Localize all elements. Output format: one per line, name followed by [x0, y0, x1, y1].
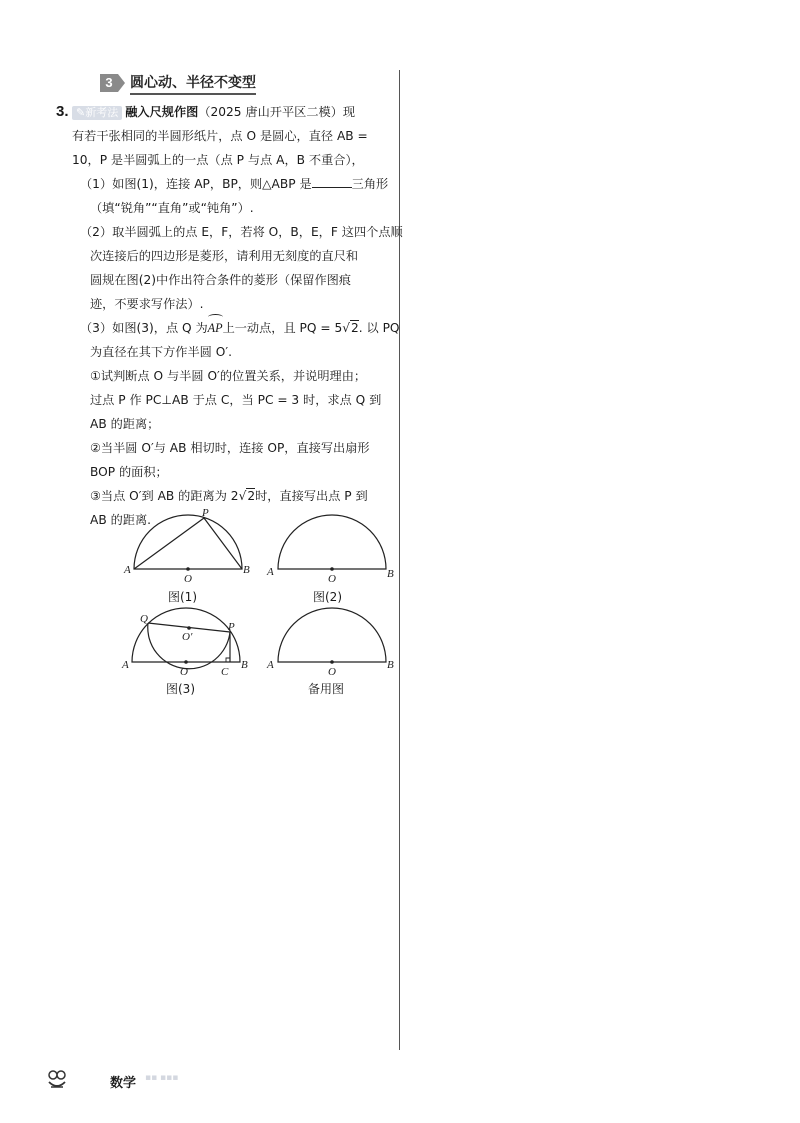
question-3-text-mid: 上一动点，且 PQ = 5	[222, 321, 343, 335]
tag-label: 新考法	[85, 106, 119, 119]
label-p: P	[228, 621, 235, 633]
label-o: O	[328, 666, 336, 678]
problem-line: BOP 的面积；	[90, 465, 168, 479]
figure-backup	[264, 606, 404, 678]
problem-line: 10，P 是半圆弧上的一点（点 P 与点 A，B 不重合），	[72, 153, 364, 167]
question-1-text: （1）如图(1)，连接 AP，BP，则△ABP 是	[80, 177, 312, 191]
sqrt-symbol: √	[238, 489, 247, 503]
figure-backup-caption: 备用图	[308, 682, 345, 696]
answer-blank	[312, 175, 352, 188]
sqrt-symbol: √	[342, 321, 350, 335]
chords-ap-bp	[134, 518, 242, 569]
footer-faint-text: ▪▪ ▪▪▪	[145, 1073, 179, 1083]
label-o: O	[180, 666, 188, 678]
question-2: （2）取半圆弧上的点 E，F，若将 O，B，E，F 这四个点顺	[80, 225, 403, 239]
problem-line: 有若干张相同的半圆形纸片，点 O 是圆心，直径 AB =	[72, 129, 368, 143]
footer-subject: 数学	[110, 1076, 137, 1091]
section-number-badge: 3	[100, 74, 118, 92]
figure-3	[118, 606, 252, 684]
sub-question-1: ①试判断点 O 与半圆 O′的位置关系，并说明理由；	[90, 369, 367, 383]
figure-1	[122, 505, 252, 585]
center-point	[330, 660, 334, 664]
sqrt-radicand: 2	[247, 489, 256, 503]
sub-question-3-text-end: 时，直接写出点 P 到	[255, 489, 368, 503]
section-header	[100, 73, 256, 93]
figure-1-caption: 图(1)	[168, 590, 197, 604]
figure-2-caption: 图(2)	[313, 590, 342, 604]
section-arrow-icon	[118, 74, 125, 92]
semicircle	[278, 515, 386, 569]
center-point	[184, 660, 188, 664]
semicircle	[278, 608, 386, 662]
label-b: B	[243, 564, 250, 576]
label-a: A	[267, 659, 274, 671]
center-o-prime	[187, 626, 191, 630]
center-point	[330, 567, 334, 571]
label-a: A	[267, 566, 274, 578]
label-a: A	[124, 564, 131, 576]
label-p: P	[202, 507, 209, 519]
question-3	[72, 316, 400, 340]
label-o: O	[184, 573, 192, 585]
figure-2	[264, 505, 404, 585]
sqrt-radicand: 2	[351, 321, 359, 335]
problem-source: （2025 唐山开平区二模）现	[198, 105, 356, 119]
problem-line: 次连接后的四边形是菱形，请利用无刻度的直尺和	[90, 249, 359, 263]
mascot-icon	[45, 1068, 69, 1090]
label-o-prime: O′	[182, 631, 193, 643]
question-3-text-end: . 以 PQ	[358, 321, 400, 335]
label-b: B	[241, 659, 248, 671]
problem-line: 迹，不要求写作法）.	[90, 297, 204, 311]
problem-title: 融入尺规作图	[125, 105, 199, 119]
problem-text	[72, 100, 403, 532]
question-1-text-end: 三角形	[351, 177, 389, 191]
pencil-icon: ✎	[76, 106, 86, 119]
label-b: B	[387, 659, 394, 671]
label-o: O	[328, 573, 336, 585]
problem-line	[72, 100, 397, 124]
label-c: C	[221, 666, 229, 678]
problem-number: 3.	[56, 103, 69, 120]
problem-line: 为直径在其下方作半圆 O′.	[90, 345, 232, 359]
new-method-tag	[72, 106, 122, 120]
label-a: A	[122, 659, 129, 671]
question-1	[72, 172, 397, 196]
label-q: Q	[140, 613, 148, 625]
problem-line: AB 的距离.	[90, 513, 152, 527]
center-point	[186, 567, 190, 571]
sub-question-2: ②当半圆 O′与 AB 相切时，连接 OP，直接写出扇形	[90, 441, 370, 455]
label-b: B	[387, 568, 394, 580]
semicircle	[134, 515, 242, 569]
arc-ap-symbol: AP	[208, 316, 223, 340]
problem-line: AB 的距离；	[90, 417, 160, 431]
sub-question-3-text: ③当点 O′到 AB 的距离为 2	[90, 489, 239, 503]
section-title: 圆心动、半径不变型	[130, 72, 256, 95]
problem-line: （填“锐角”“直角”或“钝角”）.	[90, 201, 254, 215]
problem-line: 过点 P 作 PC⊥AB 于点 C，当 PC = 3 时，求点 Q 到	[90, 393, 382, 407]
question-3-text: （3）如图(3)，点 Q 为	[80, 321, 208, 335]
problem-line: 圆规在图(2)中作出符合条件的菱形（保留作图痕	[90, 273, 352, 287]
figure-3-caption: 图(3)	[166, 682, 195, 696]
